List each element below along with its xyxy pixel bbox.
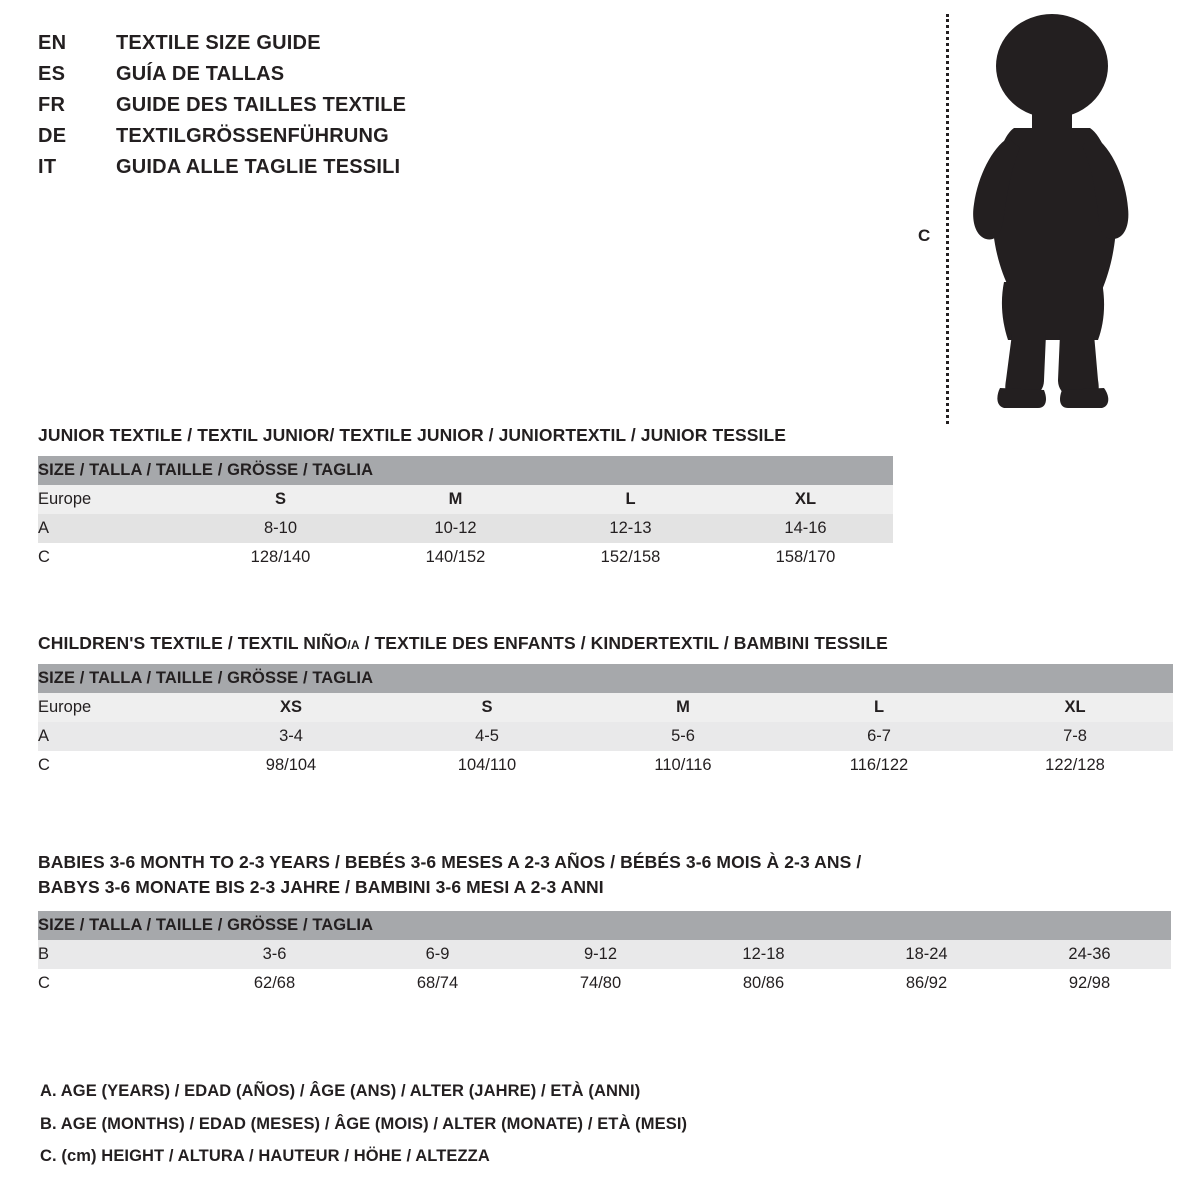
table-cell: 158/170	[718, 543, 893, 572]
size-header: M	[585, 693, 781, 722]
table-row	[38, 514, 893, 543]
table-band-header	[38, 664, 1173, 693]
legend-line-a: A. AGE (YEARS) / EDAD (AÑOS) / ÂGE (ANS) / ALTER (JAHRE) / ETÀ (ANNI)	[40, 1082, 641, 1101]
table-band-header	[38, 456, 893, 485]
section-junior-textile	[38, 425, 893, 572]
legend-block	[40, 1075, 1040, 1172]
row-label: A	[38, 514, 193, 543]
language-title: GUIDA ALLE TAGLIE TESSILI	[116, 156, 401, 178]
table-cell: 12-13	[543, 514, 718, 543]
table-cell: 140/152	[368, 543, 543, 572]
table-row	[38, 940, 1171, 969]
language-row	[38, 32, 558, 63]
language-code: IT	[38, 156, 57, 178]
language-title: TEXTILGRÖSSENFÜHRUNG	[116, 125, 389, 147]
table-row-europe	[38, 485, 893, 514]
table-row	[38, 751, 1173, 780]
section-childrens-textile	[38, 633, 1173, 780]
row-label: C	[38, 751, 193, 780]
table-cell: 116/122	[781, 751, 977, 780]
section-title-post: / TEXTILE DES ENFANTS / KINDERTEXTIL / BAMBINI TESSILE	[359, 633, 888, 653]
table-cell: 152/158	[543, 543, 718, 572]
band-label: SIZE / TALLA / TAILLE / GRÖSSE / TAGLIA	[38, 664, 1173, 693]
table-row	[38, 543, 893, 572]
size-header: S	[389, 693, 585, 722]
table-row-europe	[38, 693, 1173, 722]
row-label: C	[38, 969, 193, 998]
table-cell: 86/92	[845, 969, 1008, 998]
section-title-sub: /A	[347, 638, 360, 652]
table-cell: 14-16	[718, 514, 893, 543]
table-cell: 18-24	[845, 940, 1008, 969]
row-label: B	[38, 940, 193, 969]
table-cell: 92/98	[1008, 969, 1171, 998]
language-code: ES	[38, 63, 66, 85]
table-cell: 7-8	[977, 722, 1173, 751]
language-title: TEXTILE SIZE GUIDE	[116, 32, 321, 54]
table-cell: 80/86	[682, 969, 845, 998]
table-cell: 104/110	[389, 751, 585, 780]
row-label-europe: Europe	[38, 693, 193, 722]
children-size-table	[38, 664, 1173, 780]
band-label: SIZE / TALLA / TAILLE / GRÖSSE / TAGLIA	[38, 911, 1171, 940]
size-header: S	[193, 485, 368, 514]
language-row	[38, 156, 558, 187]
table-cell: 110/116	[585, 751, 781, 780]
section-title-line1: BABIES 3-6 MONTH TO 2-3 YEARS / BEBÉS 3-6 MESES A 2-3 AÑOS / BÉBÉS 3-6 MOIS À 2-3 ANS /	[38, 852, 862, 872]
legend-line-c: C. (cm) HEIGHT / ALTURA / HAUTEUR / HÖHE / ALTEZZA	[40, 1146, 490, 1165]
table-cell: 98/104	[193, 751, 389, 780]
section-title: JUNIOR TEXTILE / TEXTIL JUNIOR/ TEXTILE JUNIOR / JUNIORTEXTIL / JUNIOR TESSILE	[38, 425, 787, 445]
table-band-header	[38, 911, 1171, 940]
table-row	[38, 969, 1171, 998]
junior-size-table	[38, 456, 893, 572]
size-header: L	[781, 693, 977, 722]
size-header: L	[543, 485, 718, 514]
table-cell: 3-6	[193, 940, 356, 969]
size-header: XS	[193, 693, 389, 722]
table-cell: 6-7	[781, 722, 977, 751]
table-cell: 4-5	[389, 722, 585, 751]
section-title	[38, 633, 1173, 654]
table-cell: 5-6	[585, 722, 781, 751]
table-cell: 68/74	[356, 969, 519, 998]
babies-size-table	[38, 911, 1171, 998]
table-cell: 6-9	[356, 940, 519, 969]
language-code: DE	[38, 125, 67, 147]
table-cell: 12-18	[682, 940, 845, 969]
height-measure-line	[946, 14, 949, 424]
language-title: GUÍA DE TALLAS	[116, 63, 285, 85]
table-cell: 9-12	[519, 940, 682, 969]
section-title	[38, 850, 1171, 901]
section-babies-textile	[38, 850, 1171, 998]
table-row	[38, 722, 1173, 751]
language-row	[38, 94, 558, 125]
table-cell: 10-12	[368, 514, 543, 543]
table-cell: 74/80	[519, 969, 682, 998]
table-cell: 128/140	[193, 543, 368, 572]
legend-line-b: B. AGE (MONTHS) / EDAD (MESES) / ÂGE (MOIS) / ALTER (MONATE) / ETÀ (MESI)	[40, 1114, 688, 1133]
language-title-block	[38, 32, 558, 187]
section-title-pre: CHILDREN'S TEXTILE / TEXTIL NIÑO	[38, 633, 348, 653]
row-label-europe: Europe	[38, 485, 193, 514]
language-code: EN	[38, 32, 67, 54]
table-cell: 122/128	[977, 751, 1173, 780]
size-header: M	[368, 485, 543, 514]
child-silhouette-icon	[952, 8, 1152, 423]
row-label: C	[38, 543, 193, 572]
section-title-line2: BABYS 3-6 MONATE BIS 2-3 JAHRE / BAMBINI 3-6 MESI A 2-3 ANNI	[38, 877, 604, 898]
table-cell: 62/68	[193, 969, 356, 998]
size-header: XL	[977, 693, 1173, 722]
language-row	[38, 125, 558, 156]
language-row	[38, 63, 558, 94]
table-cell: 24-36	[1008, 940, 1171, 969]
table-cell: 3-4	[193, 722, 389, 751]
language-code: FR	[38, 94, 66, 116]
measurement-figure	[900, 8, 1160, 428]
band-label: SIZE / TALLA / TAILLE / GRÖSSE / TAGLIA	[38, 456, 893, 485]
row-label: A	[38, 722, 193, 751]
language-title: GUIDE DES TAILLES TEXTILE	[116, 94, 407, 116]
size-header: XL	[718, 485, 893, 514]
measure-label-c: C	[918, 226, 931, 245]
table-cell: 8-10	[193, 514, 368, 543]
